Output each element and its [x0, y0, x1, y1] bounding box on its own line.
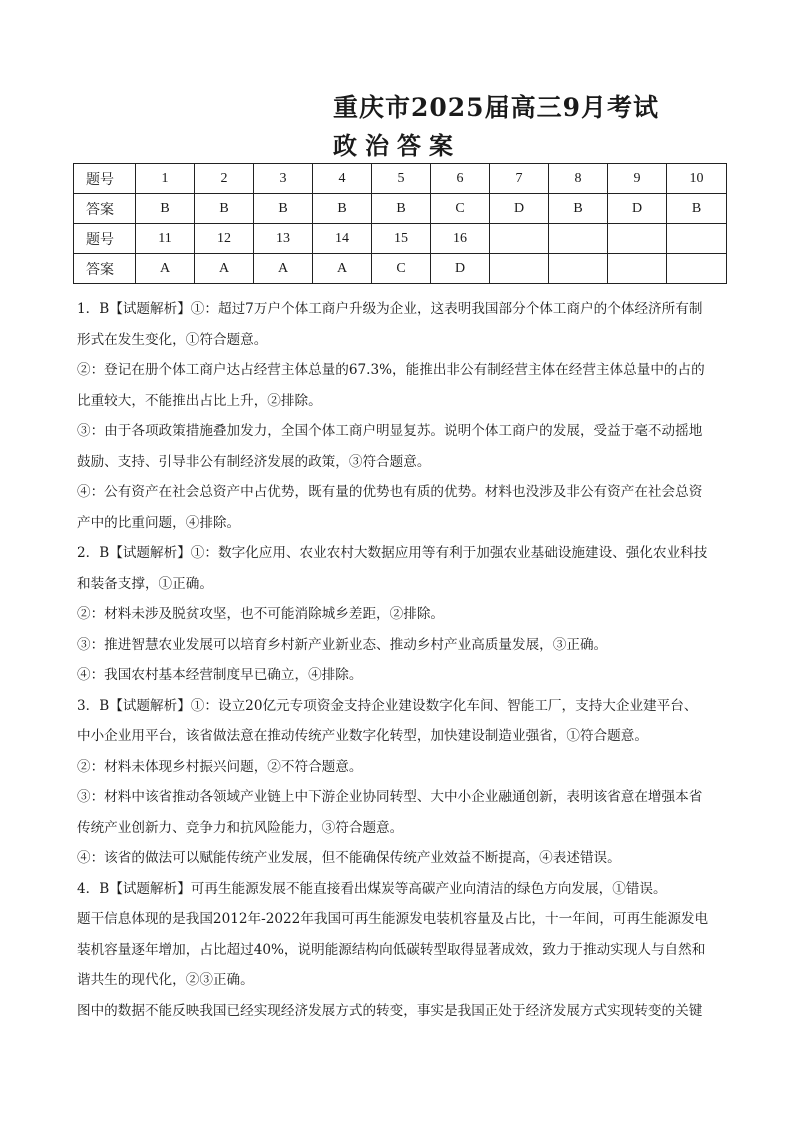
row-label-cell: 答案 — [74, 254, 136, 284]
row-label-cell: 题号 — [74, 224, 136, 254]
explanation-line: 1．B【试题解析】①：超过7万户个体工商户升级为企业，这表明我国部分个体工商户的个体经济所有制 — [77, 301, 703, 317]
answer-cell: B — [195, 194, 254, 224]
explanation-line: 4．B【试题解析】可再生能源发展不能直接看出煤炭等高碳产业向清洁的绿色方向发展，①错误。 — [77, 880, 667, 897]
answer-cell — [608, 254, 667, 284]
explanation-line: 谐共生的现代化，②③正确。 — [77, 972, 254, 988]
answer-cell — [549, 254, 608, 284]
explanation-line: 装机容量逐年增加，占比超过40%，说明能源结构向低碳转型取得显著成效，致力于推动实现人与自然和 — [77, 941, 706, 958]
answer-cell: 9 — [608, 164, 667, 194]
answer-cell: D — [431, 254, 490, 284]
answer-cell: 3 — [254, 164, 313, 194]
explanation-line: 2．B【试题解析】①：数字化应用、农业农村大数据应用等有利于加强农业基础设施建设、强化农业科技 — [77, 545, 708, 561]
explanation-line: ③：由于各项政策措施叠加发力，全国个体工商户明显复苏。说明个体工商户的发展，受益于毫不动摇地 — [77, 423, 703, 439]
answer-cell: 10 — [667, 164, 727, 194]
explanations — [77, 294, 737, 1026]
answer-cell: C — [372, 254, 431, 284]
answer-cell — [608, 224, 667, 254]
answer-cell — [549, 224, 608, 254]
explanation-line: ②：登记在册个体工商户达占经营主体总量的67.3%，能推出非公有制经营主体在经营主体总量中的占的 — [77, 362, 705, 378]
explanation-line: ④：我国农村基本经营制度早已确立，④排除。 — [77, 667, 363, 683]
answer-cell: 1 — [136, 164, 195, 194]
explanation-line: 图中的数据不能反映我国已经实现经济发展方式的转变，事实是我国正处于经济发展方式实现转变的关键 — [77, 1002, 703, 1019]
explanation-line: 产中的比重问题，④排除。 — [77, 514, 241, 531]
answer-table-row — [74, 164, 727, 194]
explanation-line: 题干信息体现的是我国2012年-2022年我国可再生能源发电装机容量及占比，十一年间，可再生能源发电 — [77, 911, 709, 927]
answer-cell: 16 — [431, 224, 490, 254]
answer-cell: D — [608, 194, 667, 224]
answer-table — [73, 163, 727, 284]
explanation-line: ③：材料中该省推动各领域产业链上中下游企业协同转型、大中小企业融通创新，表明该省意在增强本省 — [77, 789, 703, 805]
answer-cell: 6 — [431, 164, 490, 194]
answer-cell: A — [254, 254, 313, 284]
explanation-line: ②：材料未涉及脱贫攻坚，也不可能消除城乡差距，②排除。 — [77, 606, 445, 622]
exam-title: 重庆市2025届高三9月考试 — [333, 93, 659, 122]
row-label-cell: 题号 — [74, 164, 136, 194]
answer-cell: 7 — [490, 164, 549, 194]
answer-cell: B — [372, 194, 431, 224]
answer-cell — [490, 224, 549, 254]
answer-cell — [667, 224, 727, 254]
answer-cell: A — [136, 254, 195, 284]
explanation-line: 鼓励、支持、引导非公有制经济发展的政策，③符合题意。 — [77, 453, 431, 470]
explanation-line: ②：材料未体现乡村振兴问题，②不符合题意。 — [77, 758, 363, 775]
answer-cell: 15 — [372, 224, 431, 254]
explanation-line: ③：推进智慧农业发展可以培育乡村新产业新业态、推动乡村产业高质量发展，③正确。 — [77, 636, 608, 653]
explanation-line: 传统产业创新力、竞争力和抗风险能力，③符合题意。 — [77, 819, 404, 836]
answer-table-row — [74, 224, 727, 254]
answer-table-row — [74, 254, 727, 284]
answer-cell: 5 — [372, 164, 431, 194]
answer-cell — [490, 254, 549, 284]
answer-cell: A — [195, 254, 254, 284]
answer-cell: B — [136, 194, 195, 224]
answer-cell: 2 — [195, 164, 254, 194]
row-label-cell: 答案 — [74, 194, 136, 224]
answer-cell: 4 — [313, 164, 372, 194]
exam-subtitle: 政治答案 — [333, 131, 461, 160]
explanation-line: 3．B【试题解析】①：设立20亿元专项资金支持企业建设数字化车间、智能工厂，支持大企业建平台、 — [77, 697, 698, 714]
answer-cell: 8 — [549, 164, 608, 194]
explanation-line: 形式在发生变化，①符合题意。 — [77, 331, 268, 348]
answer-cell: B — [313, 194, 372, 224]
answer-cell: 13 — [254, 224, 313, 254]
explanation-line: 和装备支撑，①正确。 — [77, 575, 213, 592]
answer-cell: D — [490, 194, 549, 224]
answer-cell: 12 — [195, 224, 254, 254]
explanation-line: 比重较大，不能推出占比上升，②排除。 — [77, 392, 322, 409]
answer-cell: B — [667, 194, 727, 224]
answer-cell: C — [431, 194, 490, 224]
answer-cell: B — [549, 194, 608, 224]
answer-cell: 14 — [313, 224, 372, 254]
answer-cell: A — [313, 254, 372, 284]
answer-cell — [667, 254, 727, 284]
answer-cell: 11 — [136, 224, 195, 254]
answer-cell: B — [254, 194, 313, 224]
answer-table-row — [74, 194, 727, 224]
explanation-line: ④：公有资产在社会总资产中占优势，既有量的优势也有质的优势。材料也没涉及非公有资产在社会总资 — [77, 484, 703, 500]
explanation-line: 中小企业用平台，该省做法意在推动传统产业数字化转型，加快建设制造业强省，①符合题意。 — [77, 728, 648, 744]
explanation-line: ④：该省的做法可以赋能传统产业发展，但不能确保传统产业效益不断提高，④表述错误。 — [77, 850, 621, 866]
